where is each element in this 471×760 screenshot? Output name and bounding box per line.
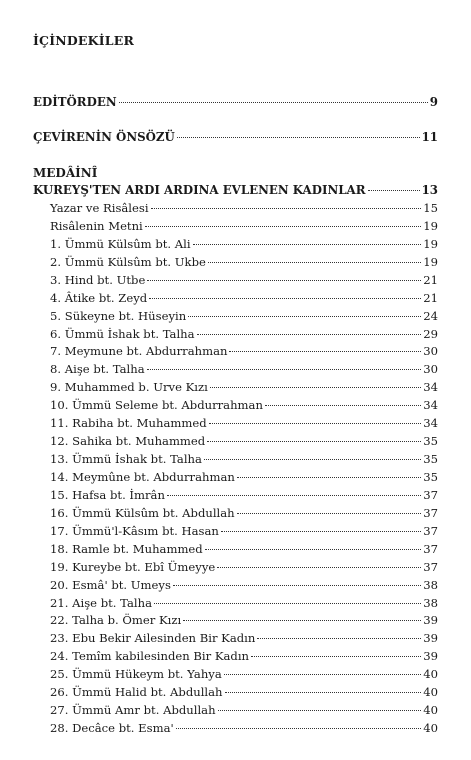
- toc-page-number: 30: [423, 362, 438, 377]
- toc-entry-label: 22. Talha b. Ömer Kızı: [50, 613, 182, 628]
- toc-page-number: 40: [423, 703, 438, 717]
- toc-row[interactable]: [50, 702, 438, 718]
- toc-row[interactable]: [50, 630, 438, 646]
- toc-page-number: 15: [423, 201, 438, 215]
- toc-page-number: 35: [423, 469, 438, 484]
- toc-page-number: 35: [423, 434, 438, 449]
- toc-entry-label: 7. Meymune bt. Abdurrahman: [50, 344, 228, 359]
- toc-row[interactable]: [50, 254, 438, 270]
- section-heading: MEDÂİNÎ: [33, 166, 98, 180]
- toc-page-number: 34: [423, 398, 438, 413]
- toc-row[interactable]: [50, 469, 438, 485]
- dot-leader: [188, 316, 421, 317]
- toc-row[interactable]: [50, 559, 438, 575]
- toc-entry-label: 16. Ümmü Külsûm bt. Abdullah: [50, 505, 235, 520]
- toc-row[interactable]: [50, 218, 438, 234]
- toc-entry-label: 12. Sahika bt. Muhammed: [50, 434, 206, 449]
- dot-leader: [119, 102, 428, 103]
- toc-entry-label: 27. Ümmü Amr bt. Abdullah: [50, 703, 216, 717]
- dot-leader: [167, 495, 421, 496]
- toc-row[interactable]: [50, 684, 438, 700]
- toc-entry-label: 18. Ramle bt. Muhammed: [50, 541, 203, 556]
- dot-leader: [209, 423, 422, 424]
- dot-leader: [149, 298, 421, 299]
- toc-row[interactable]: [50, 290, 438, 306]
- toc-page-number: 24: [423, 308, 438, 323]
- toc-page-number: 19: [423, 236, 438, 251]
- dot-leader: [204, 459, 421, 460]
- toc-entry-label: 1. Ümmü Külsûm bt. Ali: [50, 236, 191, 251]
- toc-entry-label: 17. Ümmü'l-Kâsım bt. Hasan: [50, 523, 219, 538]
- toc-row[interactable]: [50, 612, 438, 628]
- toc-row[interactable]: [50, 523, 438, 539]
- dot-leader: [205, 549, 422, 550]
- toc-page-number: 30: [423, 344, 438, 359]
- toc-row[interactable]: [50, 451, 438, 467]
- dot-leader: [221, 531, 421, 532]
- toc-page-number: 40: [423, 685, 438, 700]
- toc-page-number: 40: [423, 721, 438, 735]
- toc-row[interactable]: [50, 326, 438, 342]
- toc-entry-label: 6. Ümmü İshak bt. Talha: [50, 326, 195, 341]
- dot-leader: [237, 477, 421, 478]
- toc-row[interactable]: [50, 433, 438, 449]
- toc-row[interactable]: [50, 308, 438, 324]
- toc-row[interactable]: [50, 541, 438, 557]
- dot-leader: [265, 405, 421, 406]
- dot-leader: [154, 603, 421, 604]
- toc-page-number: 13: [421, 183, 438, 197]
- dot-leader: [177, 137, 420, 138]
- dot-leader: [217, 567, 421, 568]
- toc-entry-label: Risâlenin Metni: [50, 218, 143, 233]
- toc-entry-label: KUREYŞ'TEN ARDI ARDINA EVLENEN KADINLAR: [33, 183, 366, 197]
- toc-page-number: 38: [423, 577, 438, 592]
- dot-leader: [257, 638, 421, 639]
- dot-leader: [224, 674, 421, 675]
- toc-page-number: 39: [423, 649, 438, 664]
- dot-leader: [207, 441, 421, 442]
- toc-page-number: 19: [423, 254, 438, 269]
- dot-leader: [229, 351, 421, 352]
- toc-entry-label: 8. Aişe bt. Talha: [50, 362, 145, 377]
- dot-leader: [145, 226, 421, 227]
- toc-page-number: 37: [423, 505, 438, 520]
- toc-row[interactable]: [50, 379, 438, 395]
- toc-page-number: 35: [423, 452, 438, 466]
- toc-page-number: 39: [423, 631, 438, 646]
- toc-row-chapter[interactable]: [33, 182, 438, 198]
- toc-page-number: 39: [423, 613, 438, 628]
- dot-leader: [147, 280, 421, 281]
- dot-leader: [197, 334, 422, 335]
- toc-entry-label: EDİTÖRDEN: [33, 95, 117, 109]
- dot-leader: [210, 387, 421, 388]
- toc-row[interactable]: [50, 343, 438, 359]
- toc-entry-label: 25. Ümmü Hükeym bt. Yahya: [50, 667, 222, 682]
- toc-page-number: 21: [423, 290, 438, 305]
- toc-row[interactable]: [50, 415, 438, 431]
- dot-leader: [368, 190, 420, 191]
- toc-entry-label: 15. Hafsa bt. İmrân: [50, 487, 165, 502]
- toc-page-number: 37: [423, 523, 438, 538]
- toc-row[interactable]: [50, 648, 438, 664]
- dot-leader: [151, 208, 422, 209]
- toc-row[interactable]: [50, 720, 438, 736]
- toc-row[interactable]: [50, 361, 438, 377]
- toc-entry-label: 21. Aişe bt. Talha: [50, 595, 152, 610]
- toc-row[interactable]: [50, 505, 438, 521]
- toc-row[interactable]: [50, 577, 438, 593]
- toc-entry-label: 5. Sükeyne bt. Hüseyin: [50, 308, 187, 323]
- toc-row[interactable]: [50, 666, 438, 682]
- toc-row[interactable]: [50, 397, 438, 413]
- dot-leader: [218, 710, 422, 711]
- toc-row[interactable]: [50, 595, 438, 611]
- toc-page-number: 21: [423, 272, 438, 287]
- toc-row[interactable]: [50, 200, 438, 216]
- toc-entry-label: 4. Âtike bt. Zeyd: [50, 290, 148, 305]
- toc-page-number: 34: [423, 380, 438, 395]
- toc-row[interactable]: [50, 236, 438, 252]
- toc-entry-label: Yazar ve Risâlesi: [50, 201, 149, 215]
- toc-entry-label: 13. Ümmü İshak bt. Talha: [50, 452, 202, 466]
- dot-leader: [208, 262, 421, 263]
- dot-leader: [251, 656, 421, 657]
- dot-leader: [193, 244, 422, 245]
- toc-page-number: 11: [421, 130, 438, 144]
- toc-entry-label: 23. Ebu Bekir Ailesinden Bir Kadın: [50, 631, 256, 646]
- dot-leader: [147, 369, 422, 370]
- dot-leader: [173, 585, 421, 586]
- toc-page-number: 38: [423, 595, 438, 610]
- toc-entry-label: 24. Temîm kabilesinden Bir Kadın: [50, 649, 250, 664]
- toc-row-cevirenin-onsozu[interactable]: [33, 129, 438, 145]
- page-title: İÇİNDEKİLER: [33, 33, 135, 48]
- toc-page-number: 19: [423, 218, 438, 233]
- toc-page-number: 29: [423, 326, 438, 341]
- toc-entry-label: 3. Hind bt. Utbe: [50, 272, 146, 287]
- toc-entry-label: 19. Kureybe bt. Ebî Ümeyye: [50, 559, 216, 574]
- toc-entry-label: 14. Meymûne bt. Abdurrahman: [50, 469, 235, 484]
- toc-entry-label: 9. Muhammed b. Urve Kızı: [50, 380, 208, 395]
- toc-page-number: 37: [423, 559, 438, 574]
- toc-entry-label: 10. Ümmü Seleme bt. Abdurrahman: [50, 398, 263, 413]
- toc-page-number: 37: [423, 487, 438, 502]
- dot-leader: [183, 620, 421, 621]
- toc-entry-label: 20. Esmâ' bt. Umeys: [50, 577, 171, 592]
- dot-leader: [225, 692, 422, 693]
- toc-page-number: 40: [423, 667, 438, 682]
- toc-page-number: 37: [423, 541, 438, 556]
- toc-row[interactable]: [50, 487, 438, 503]
- toc-entry-label: 2. Ümmü Külsûm bt. Ukbe: [50, 254, 206, 269]
- dot-leader: [237, 513, 422, 514]
- toc-row-editorden[interactable]: [33, 94, 438, 110]
- toc-entry-label: ÇEVİRENİN ÖNSÖZÜ: [33, 130, 175, 144]
- toc-page-number: 9: [429, 95, 438, 109]
- toc-entry-label: 11. Rabiha bt. Muhammed: [50, 416, 207, 431]
- toc-entry-label: 26. Ümmü Halid bt. Abdullah: [50, 685, 223, 700]
- toc-page-number: 34: [423, 416, 438, 431]
- toc-row[interactable]: [50, 272, 438, 288]
- toc-entry-label: 28. Decâce bt. Esma': [50, 721, 174, 735]
- dot-leader: [176, 728, 422, 729]
